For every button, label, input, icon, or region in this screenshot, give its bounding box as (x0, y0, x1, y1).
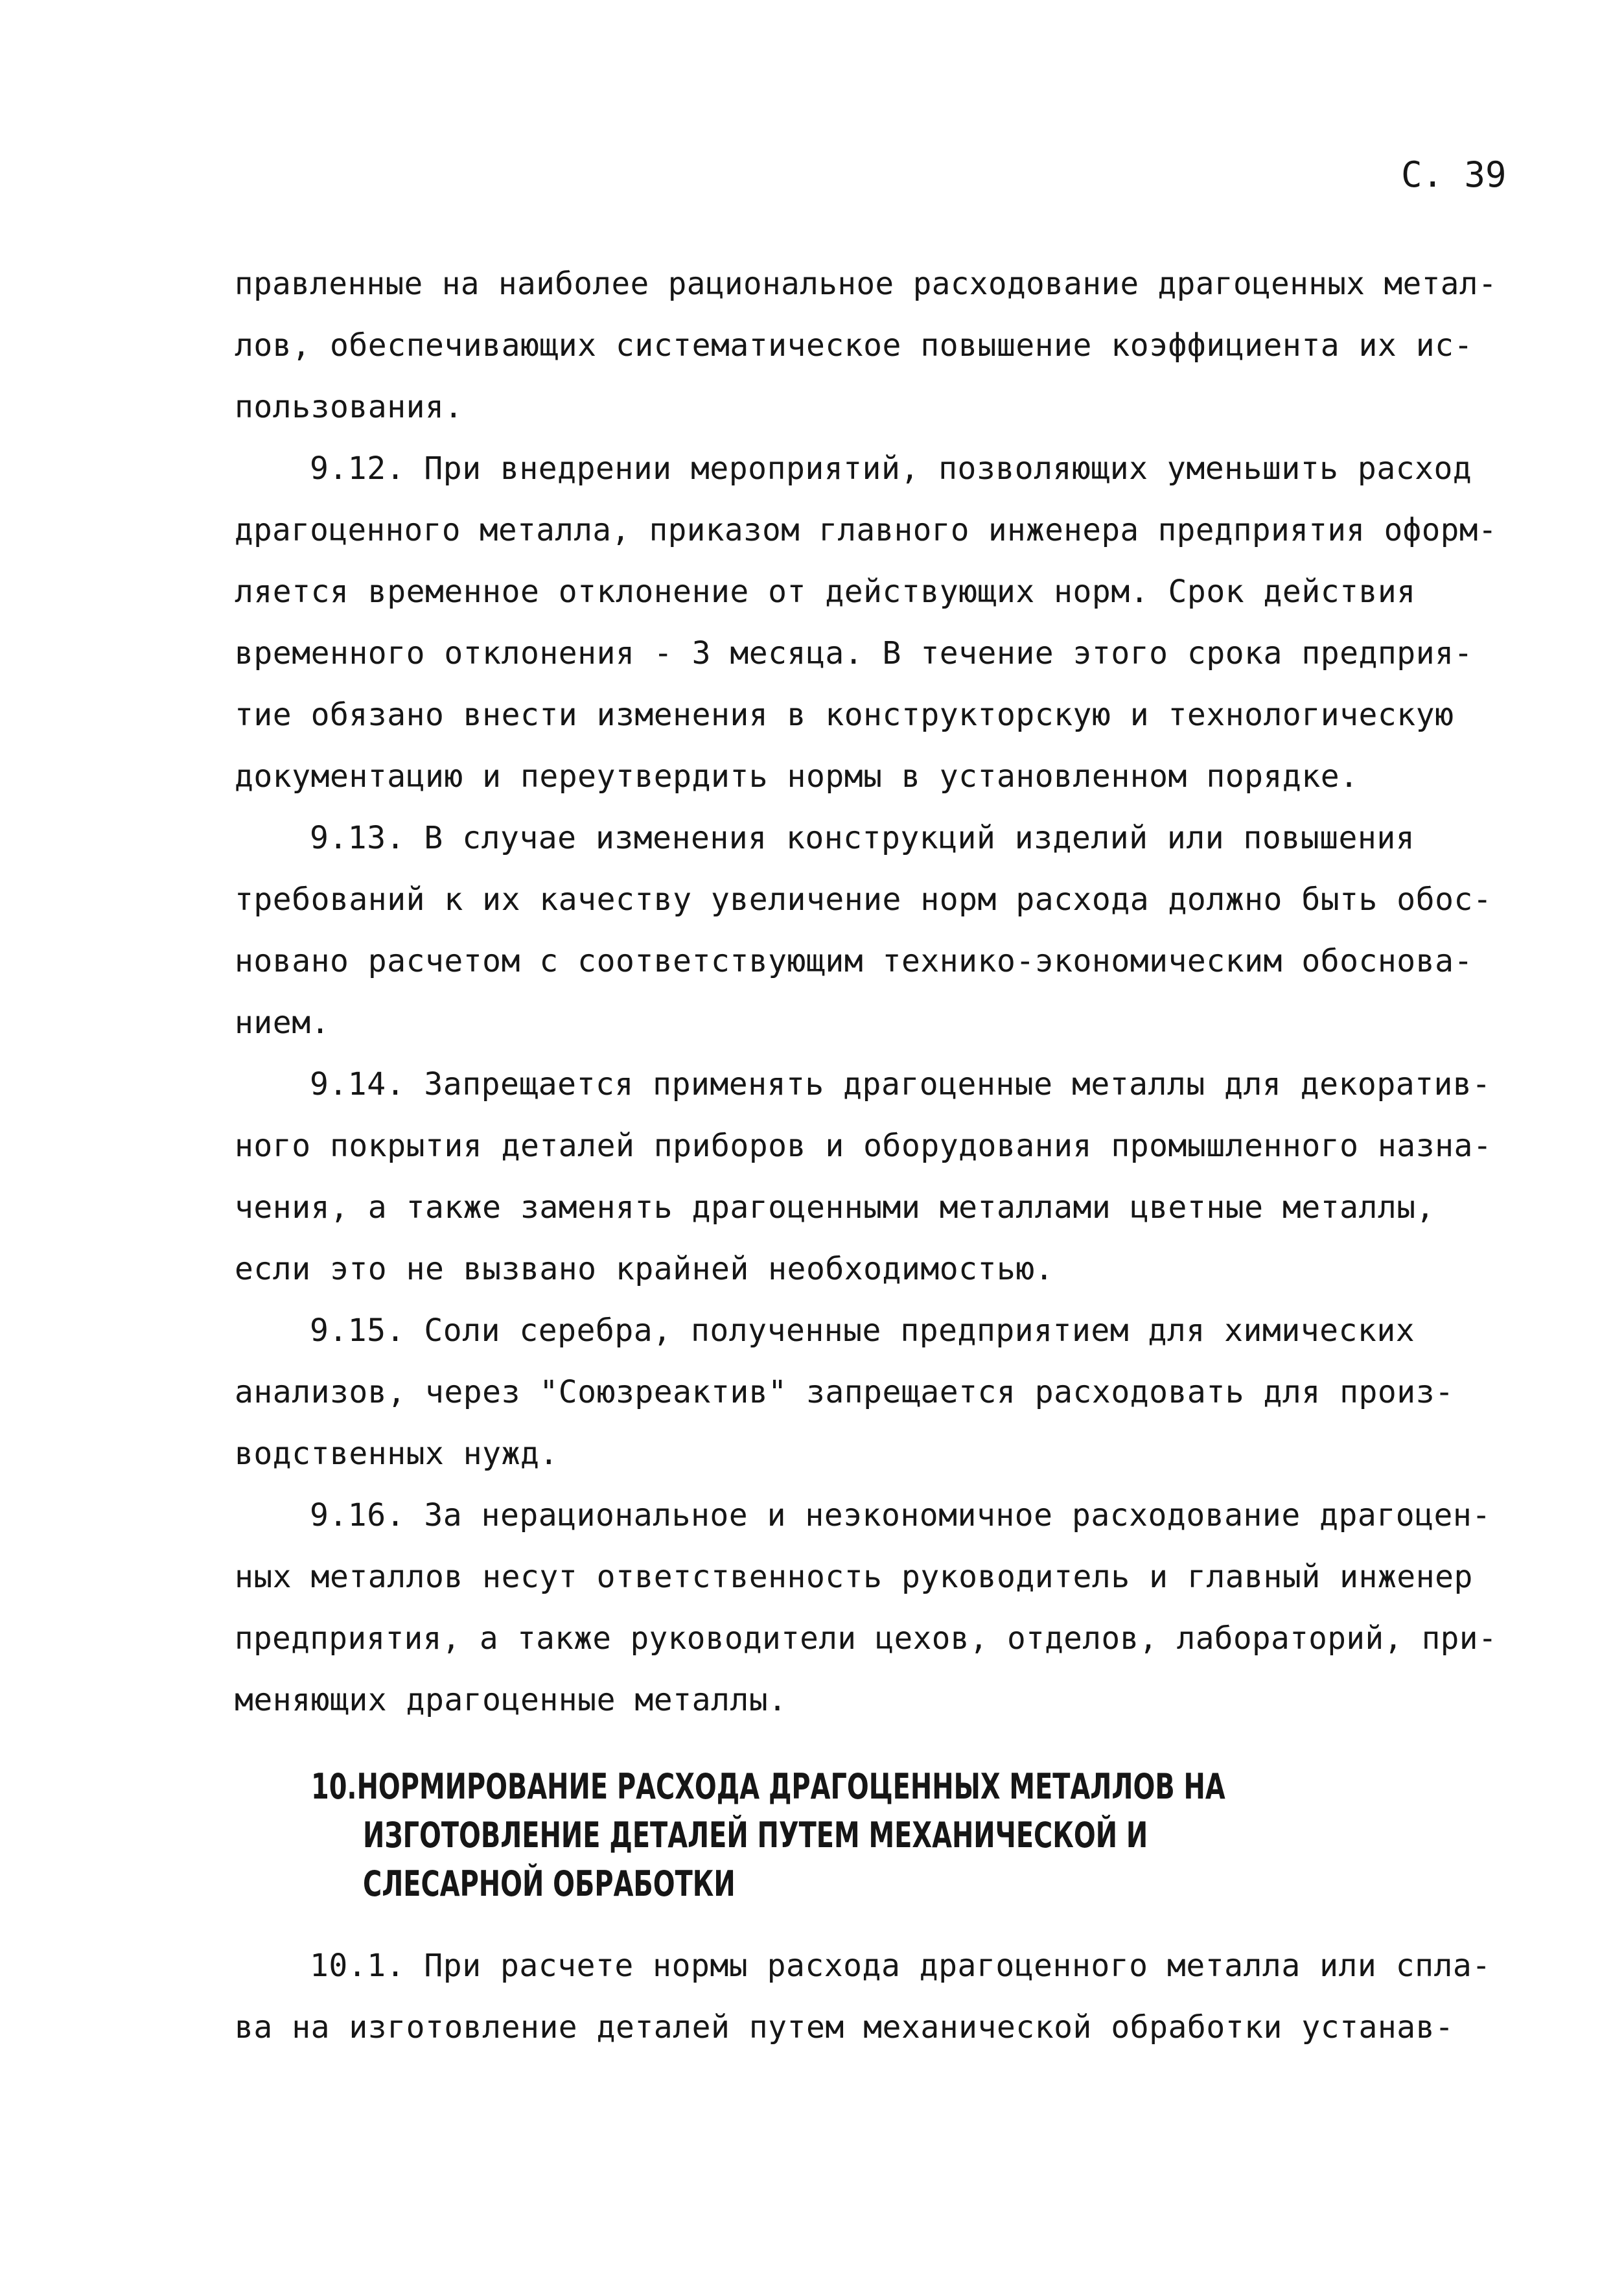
text-line: водственных нужд. (235, 1436, 559, 1472)
text-line: 10.1. При расчете нормы расхода драгоценного металла или спла- (310, 1948, 1491, 1984)
text-line: документацию и переутвердить нормы в установленном порядке. (235, 758, 1359, 795)
text-line: ных металлов несут ответственность руководитель и главный инженер (235, 1559, 1473, 1595)
text-line: нием. (235, 1005, 330, 1041)
text-line: чения, а также заменять драгоценными металлами цветные металлы, (235, 1189, 1435, 1226)
text-line: 9.15. Соли серебра, полученные предприятием для химических (310, 1312, 1415, 1349)
heading-line: ИЗГОТОВЛЕНИЕ ДЕТАЛЕЙ ПУТЕМ МЕХАНИЧЕСКОЙ И (363, 1815, 1148, 1856)
text-line: анализов, через "Союзреактив" запрещается расходовать для произ- (235, 1374, 1454, 1410)
text-line: требований к их качеству увеличение норм расхода должно быть обос- (235, 881, 1492, 918)
text-line: ного покрытия деталей приборов и оборудования промышленного назна- (235, 1128, 1492, 1164)
text-line: ва на изготовление деталей путем механической обработки устанав- (235, 2009, 1454, 2045)
text-line: 9.13. В случае изменения конструкций изделий или повышения (310, 820, 1415, 856)
text-line: 9.16. За нерациональное и неэкономичное расходование драгоцен- (310, 1497, 1491, 1533)
text-line: ляется временное отклонение от действующих норм. Срок действия (235, 574, 1416, 610)
text-line: драгоценного металла, приказом главного инженера предприятия оформ- (235, 512, 1498, 548)
text-line: предприятия, а также руководители цехов, отделов, лабораторий, при- (235, 1620, 1498, 1657)
text-line: 9.14. Запрещается применять драгоценные металлы для декоратив- (310, 1066, 1491, 1102)
text-line: если это не вызвано крайней необходимостью. (235, 1251, 1054, 1287)
text-line: новано расчетом с соответствующим технико-экономическим обоснова- (235, 943, 1473, 979)
heading-line: 10.НОРМИРОВАНИЕ РАСХОДА ДРАГОЦЕННЫХ МЕТАЛЛОВ НА (311, 1766, 1225, 1807)
text-line: лов, обеспечивающих систематическое повышение коэффициента их ис- (235, 327, 1473, 364)
text-line: тие обязано внести изменения в конструкторскую и технологическую (235, 697, 1454, 733)
text-line: правленные на наиболее рациональное расходование драгоценных метал- (235, 266, 1498, 302)
text-line: 9.12. При внедрении мероприятий, позволяющих уменьшить расход (310, 450, 1472, 487)
text-line: пользования. (235, 389, 463, 425)
text-line: временного отклонения - 3 месяца. В течение этого срока предприя- (235, 635, 1473, 671)
page-number: С. 39 (1401, 154, 1507, 195)
heading-line: СЛЕСАРНОЙ ОБРАБОТКИ (363, 1863, 736, 1904)
text-line: меняющих драгоценные металлы. (235, 1682, 787, 1718)
